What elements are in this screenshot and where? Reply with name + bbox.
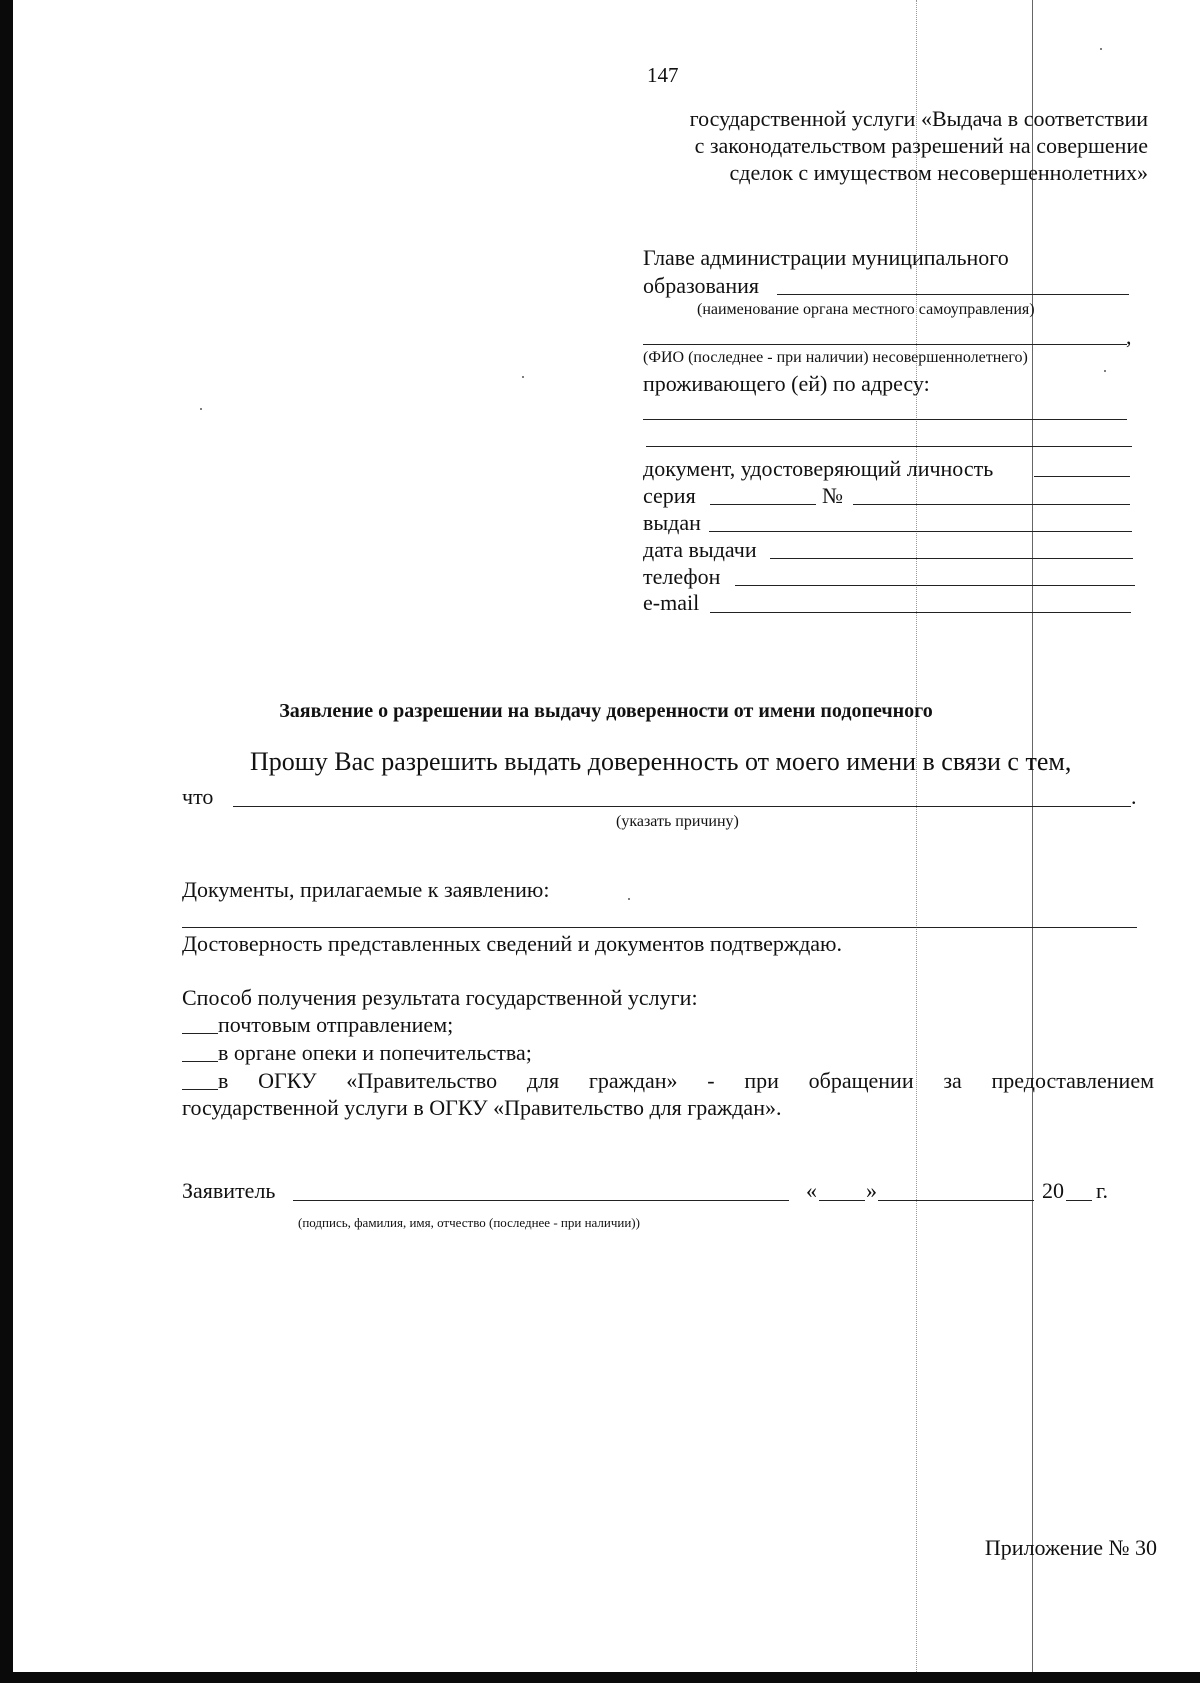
option-guardianship-checkbox-line[interactable] (182, 1061, 218, 1062)
date-year-prefix: 20 (1042, 1178, 1064, 1203)
request-line: Прошу Вас разрешить выдать доверенность от моего имени в связи с тем, (250, 747, 1072, 776)
scan-speck (1104, 370, 1106, 372)
address-input-line-1[interactable] (643, 419, 1127, 420)
confirmation-statement: Достоверность представленных сведений и документов подтверждаю. (182, 931, 842, 956)
scan-speck (522, 376, 524, 378)
documents-label: Документы, прилагаемые к заявлению: (182, 877, 550, 902)
issue-date-input-line[interactable] (770, 558, 1133, 559)
option-ogku-label-line-1: в ОГКУ «Правительство для граждан» - при обращении за предоставлением (218, 1068, 1154, 1093)
applicant-label: Заявитель (182, 1178, 276, 1203)
scan-fold-line (1032, 0, 1033, 1672)
scan-border-bottom (0, 1672, 1200, 1683)
address-input-line-2[interactable] (646, 446, 1132, 447)
date-day-line[interactable] (819, 1200, 865, 1201)
reason-period: . (1131, 784, 1137, 809)
reason-caption: (указать причину) (616, 813, 739, 830)
phone-input-line[interactable] (735, 585, 1135, 586)
documents-input-line[interactable] (182, 927, 1137, 928)
document-title: Заявление о разрешении на выдачу доверенности от имени подопечного (279, 700, 933, 722)
series-input-line[interactable] (710, 504, 816, 505)
option-mail-checkbox-line[interactable] (182, 1033, 218, 1034)
number-label: № (822, 483, 843, 508)
number-input-line[interactable] (853, 504, 1130, 505)
fio-comma: , (1126, 324, 1132, 349)
header-line-1: государственной услуги «Выдача в соответствии (689, 106, 1148, 131)
date-year-line[interactable] (1066, 1200, 1092, 1201)
header-line-2: с законодательством разрешений на совершение (694, 133, 1148, 158)
option-ogku-label-line-2: государственной услуги в ОГКУ «Правительство для граждан». (182, 1095, 782, 1120)
appendix-label: Приложение № 30 (984, 1535, 1157, 1560)
issued-label: выдан (643, 510, 701, 535)
method-label: Способ получения результата государственной услуги: (182, 985, 698, 1010)
option-ogku-checkbox-line[interactable] (182, 1089, 218, 1090)
scan-speck (628, 898, 630, 900)
page-number: 147 (647, 63, 679, 87)
residing-address-label: проживающего (ей) по адресу: (643, 371, 930, 396)
issued-input-line[interactable] (709, 531, 1132, 532)
date-quote-open: « (806, 1178, 817, 1203)
date-month-line[interactable] (878, 1200, 1034, 1201)
that-label: что (182, 784, 214, 809)
option-guardianship-label: в органе опеки и попечительства; (218, 1040, 532, 1065)
municipality-input-line[interactable] (777, 294, 1129, 295)
scan-speck (1100, 48, 1102, 50)
series-label: серия (643, 483, 696, 508)
addressee-head-title: Главе администрации муниципального (643, 245, 1009, 270)
reason-input-line[interactable] (233, 806, 1131, 807)
addressee-municipality-label: образования (643, 273, 760, 298)
applicant-signature-line[interactable] (293, 1200, 789, 1201)
fio-caption: (ФИО (последнее - при наличии) несовершеннолетнего) (643, 349, 1028, 366)
signature-caption: (подпись, фамилия, имя, отчество (последнее - при наличии)) (298, 1215, 640, 1230)
id-document-label: документ, удостоверяющий личность (643, 456, 994, 481)
date-year-suffix: г. (1096, 1178, 1109, 1203)
email-input-line[interactable] (710, 612, 1131, 613)
scan-border-left (0, 0, 13, 1683)
date-quote-close: » (866, 1178, 877, 1203)
header-line-3: сделок с имуществом несовершеннолетних» (729, 160, 1148, 185)
issue-date-label: дата выдачи (643, 537, 757, 562)
fio-input-line[interactable] (643, 344, 1127, 345)
phone-label: телефон (643, 564, 721, 589)
email-label: e-mail (643, 590, 700, 615)
scan-speck (200, 408, 202, 410)
id-document-input-line[interactable] (1034, 476, 1130, 477)
option-mail-label: почтовым отправлением; (218, 1012, 454, 1037)
authority-caption: (наименование органа местного самоуправления) (697, 301, 1035, 318)
